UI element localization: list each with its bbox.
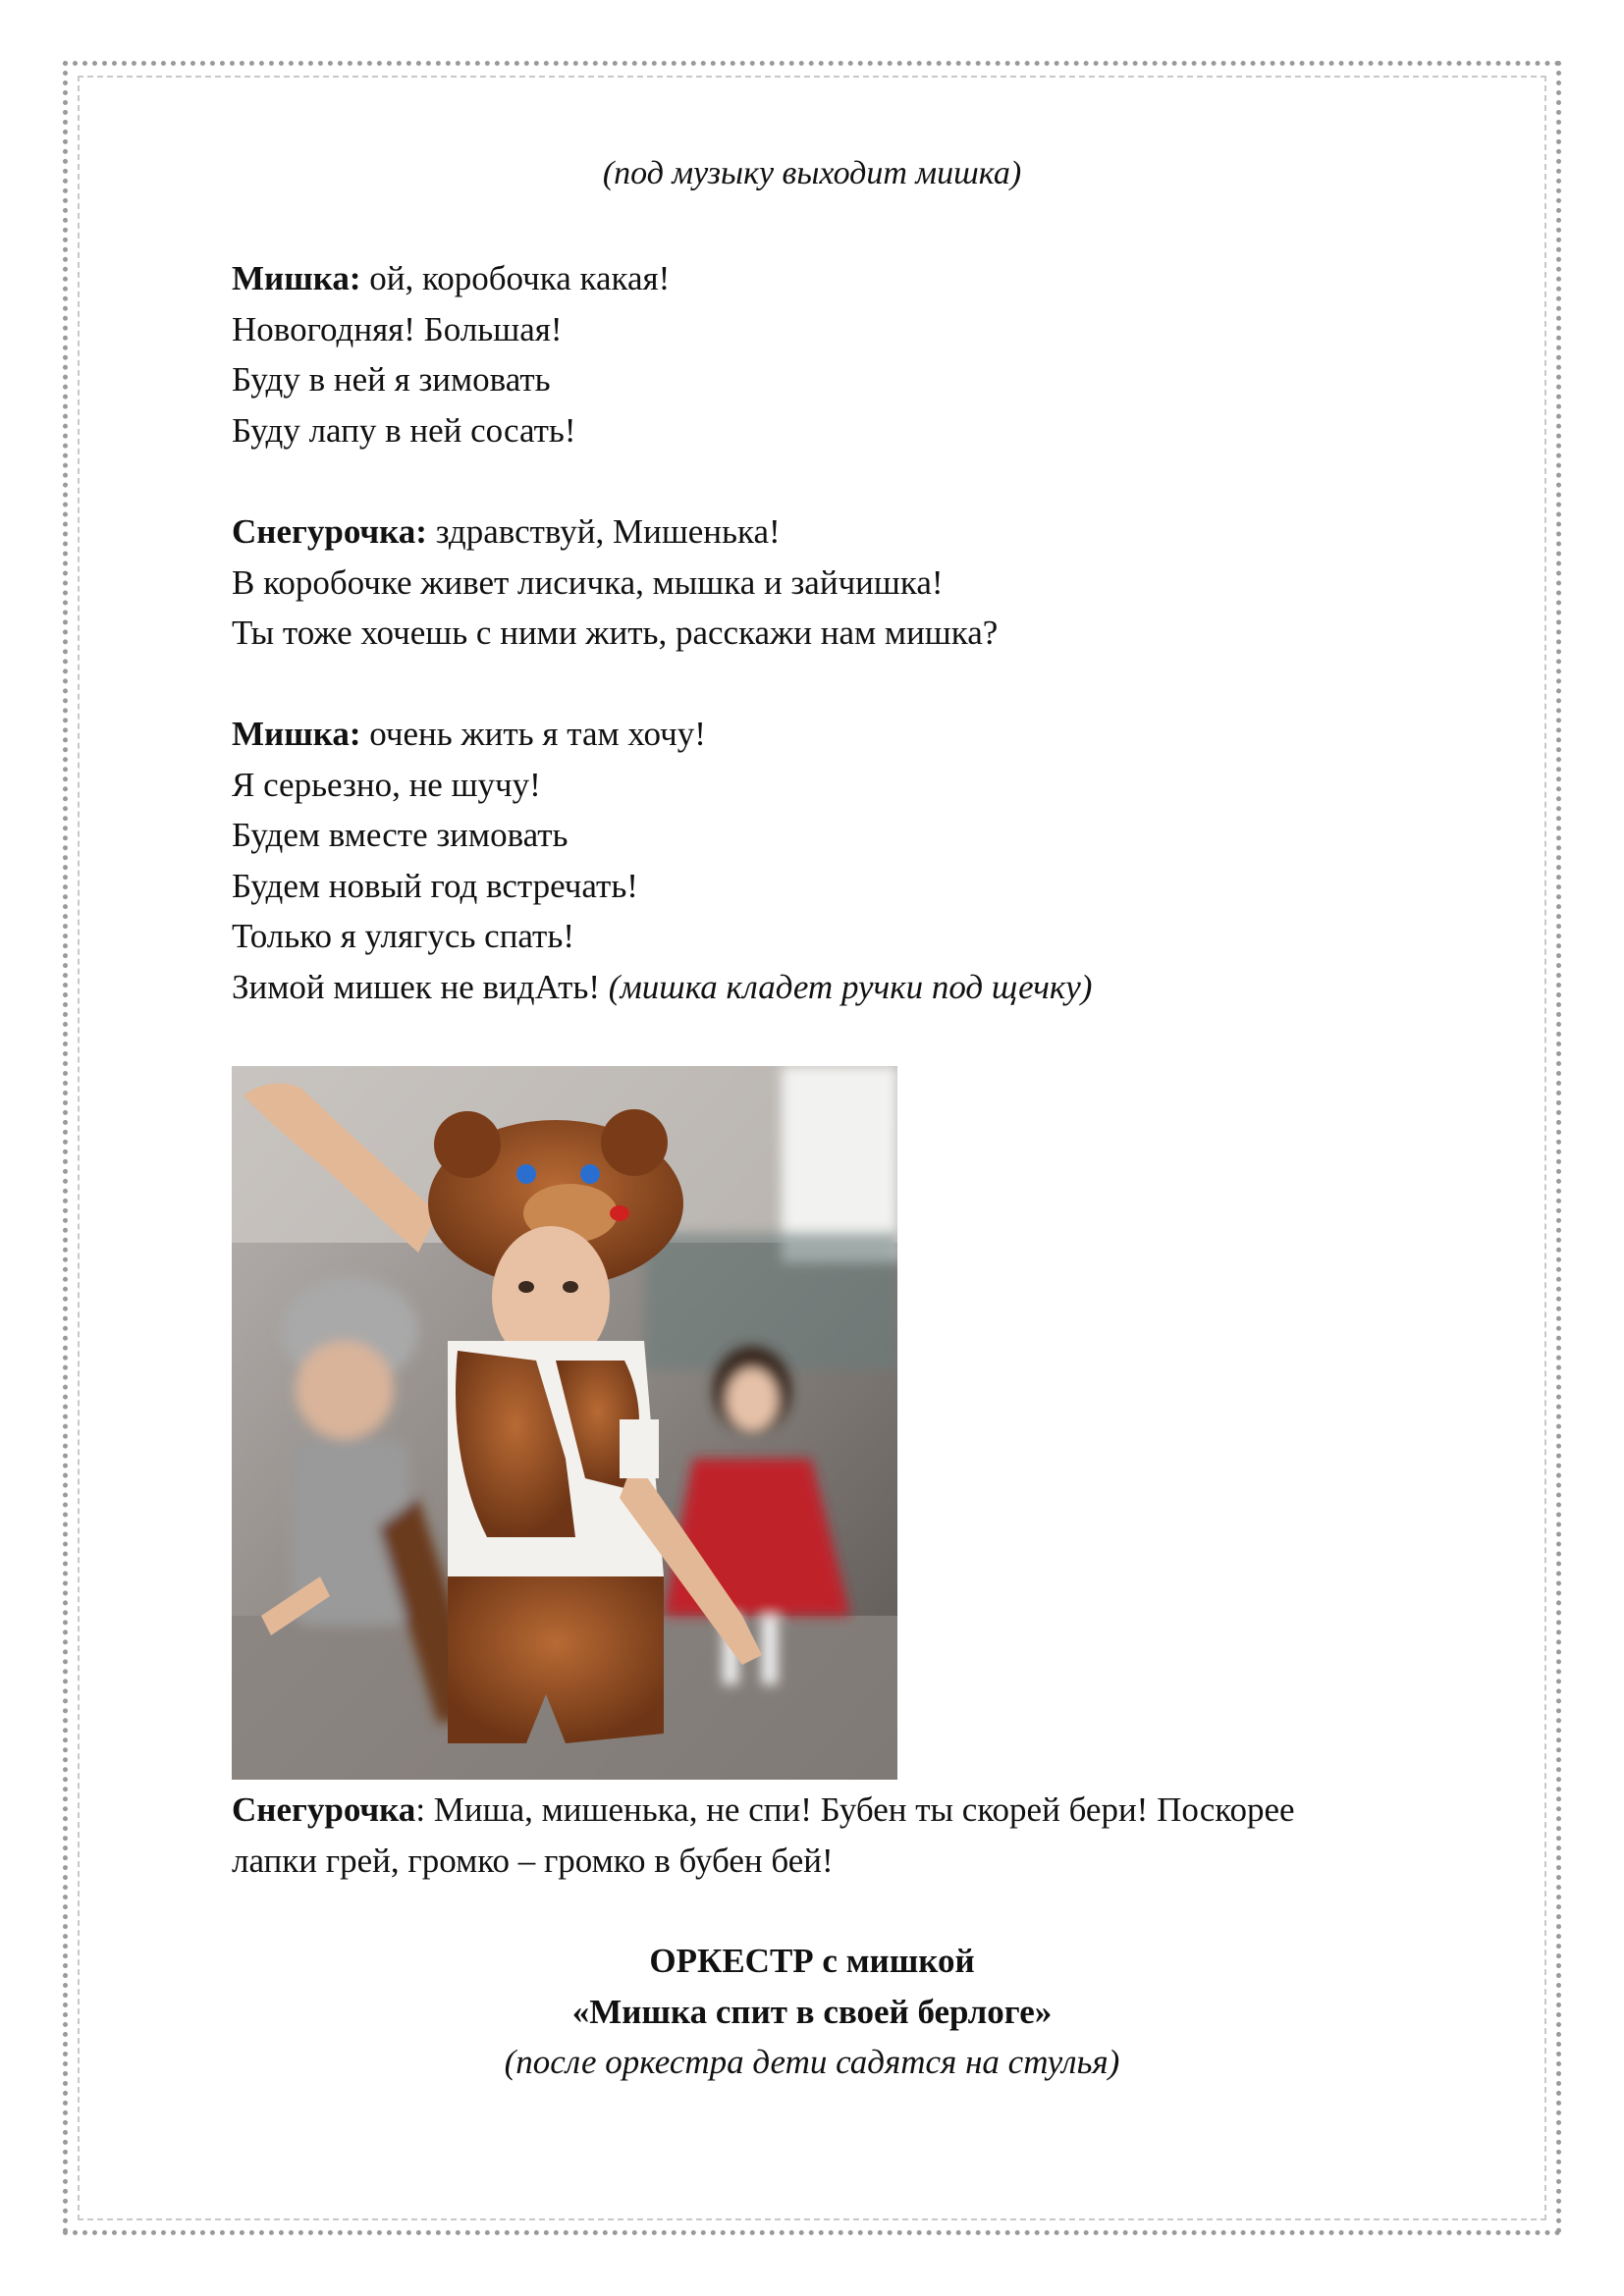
dialogue-text: очень жить я там хочу! [360, 715, 706, 753]
photo-child-bear-costume [232, 1066, 897, 1780]
dialogue-text: здравствуй, Мишенька! [426, 512, 781, 551]
dialogue-line: Только я улягусь спать! [232, 917, 574, 955]
dialogue-block-2 [232, 507, 1430, 659]
dialogue-line: Я серьезно, не шучу! [232, 765, 541, 804]
dialogue-line [232, 253, 1430, 304]
section-subtitle: «Мишка спит в своей берлоге» [571, 1992, 1053, 2031]
speaker-name: Мишка: [232, 259, 361, 297]
dialogue-line: Ты тоже хочешь с ними жить, расскажи нам мишка? [232, 614, 999, 652]
dialogue-text: ой, коробочка какая! [360, 259, 671, 297]
dialogue-line: Буду в ней я зимовать [232, 360, 551, 399]
dialogue-line: В коробочке живет лисичка, мышка и зайчишка! [232, 562, 944, 602]
dialogue-line [232, 962, 1430, 1013]
dialogue-line: лапки грей, громко – громко в бубен бей! [232, 1841, 834, 1880]
stage-direction-bottom: (после оркестра дети садятся на стулья) [504, 2043, 1120, 2081]
stage-direction: (мишка кладет ручки под щечку) [608, 967, 1093, 1006]
dialogue-line: Будем вместе зимовать [232, 816, 568, 854]
dialogue-line [232, 1785, 1430, 1836]
dialogue-line: Буду лапу в ней сосать! [232, 410, 576, 450]
dialogue-block-1 [232, 253, 1430, 455]
dialogue-block-4 [232, 1785, 1430, 1886]
dialogue-text: : Миша, мишенька, не спи! Бубен ты скорей бери! Поскорее [415, 1790, 1295, 1829]
dialogue-block-3 [232, 709, 1430, 1012]
dialogue-line: Новогодняя! Большая! [232, 309, 563, 348]
speaker-name: Мишка: [232, 715, 361, 753]
dialogue-text: Зимой мишек не видАть! [232, 967, 609, 1006]
dialogue-line [232, 709, 1430, 760]
speaker-name: Снегурочка [232, 1790, 416, 1829]
section-title: ОРКЕСТР с мишкой [649, 1942, 975, 1980]
dialogue-line: Будем новый год встречать! [232, 866, 638, 905]
closing-section [0, 1936, 1624, 2088]
dialogue-line [232, 507, 1430, 558]
speaker-name: Снегурочка: [232, 512, 427, 551]
stage-direction-top: (под музыку выходит мишка) [602, 155, 1022, 191]
